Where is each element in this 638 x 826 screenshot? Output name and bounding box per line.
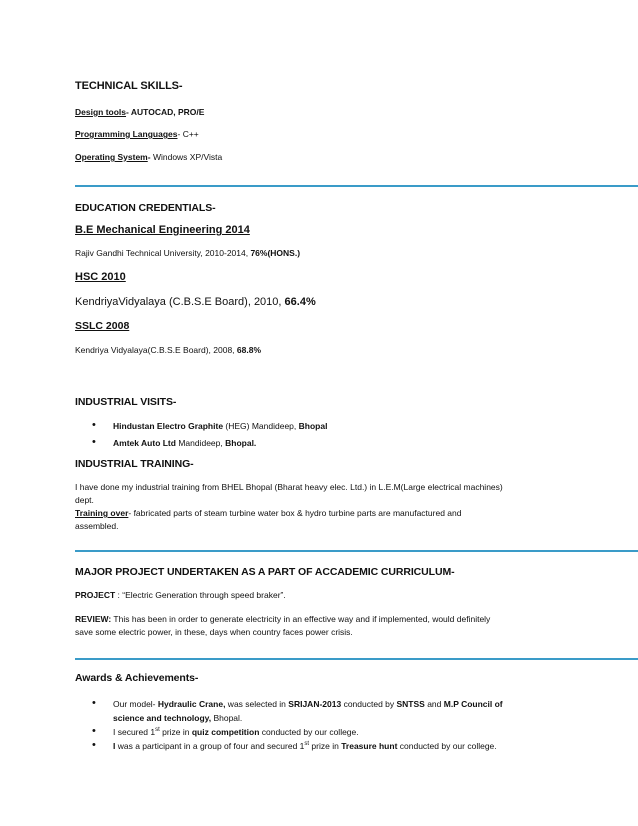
design-tools-value: - AUTOCAD, PRO/E (126, 107, 205, 117)
education-heading: EDUCATION CREDENTIALS- (75, 202, 216, 214)
review-paragraph (75, 613, 565, 639)
be-detail: Rajiv Gandhi Technical University, 2010-2014, (75, 248, 251, 258)
training-heading: INDUSTRIAL TRAINING- (75, 458, 194, 470)
project-label: PROJECT (75, 590, 116, 600)
review-text: This has been in order to generate electricity in an effective way and if implemented, would definitely (111, 614, 491, 624)
hsc-score: 66.4% (284, 296, 316, 308)
project-heading: MAJOR PROJECT UNDERTAKEN AS A PART OF ACCADEMIC CURRICULUM- (75, 566, 455, 578)
sslc-title: SSLC 2008 (75, 320, 130, 332)
visits-heading: INDUSTRIAL VISITS- (75, 396, 177, 408)
list-item: • Hindustan Electro Graphite (HEG) Mandideep, Bhopal (75, 419, 327, 433)
training-over-text: - fabricated parts of steam turbine water box & hydro turbine parts are manufactured and (128, 508, 462, 518)
project-text: : “Electric Generation through speed braker”. (115, 590, 286, 600)
training-paragraph (75, 481, 565, 533)
visits-list (75, 419, 327, 450)
divider (75, 658, 638, 660)
review-text2: save some electric power, in these, days when country faces power crisis. (75, 627, 353, 637)
os-line (75, 152, 222, 162)
list-item-continuation: science and technology, Bhopal. (113, 713, 243, 723)
sslc-detail: Kendriya Vidyalaya(C.B.S.E Board), 2008, (75, 345, 237, 355)
be-score: 76%(HONS.) (250, 248, 301, 258)
review-label: REVIEW: (75, 614, 112, 624)
awards-heading: Awards & Achievements- (75, 672, 199, 684)
hsc-detail-line (75, 296, 316, 308)
training-over-label: Training over (75, 508, 129, 518)
hsc-title: HSC 2010 (75, 271, 126, 283)
os-value: Windows XP/Vista (152, 152, 223, 162)
os-label: Operating System (75, 152, 148, 162)
design-tools-label: Design tools (75, 107, 127, 117)
technical-skills-heading: TECHNICAL SKILLS- (75, 80, 183, 92)
programming-line (75, 129, 199, 139)
design-tools-line (75, 107, 204, 117)
list-item: • Amtek Auto Ltd Mandideep, Bhopal. (75, 436, 327, 450)
programming-label: Programming Languages (75, 129, 178, 139)
project-line (75, 590, 286, 600)
divider (75, 185, 638, 187)
be-detail-line (75, 248, 300, 258)
divider (75, 550, 638, 552)
training-line1: I have done my industrial training from BHEL Bhopal (Bharat heavy elec. Ltd.) in L.E.M(Large electrical machines) (75, 482, 503, 492)
programming-value: - C++ (177, 129, 199, 139)
sslc-score: 68.8% (236, 345, 262, 355)
sslc-detail-line (75, 345, 261, 355)
training-over-text2: assembled. (75, 521, 119, 531)
be-title: B.E Mechanical Engineering 2014 (75, 224, 250, 236)
hsc-detail: KendriyaVidyalaya (C.B.S.E Board), 2010, (75, 296, 285, 308)
list-item: • I was a participant in a group of four and secured 1st prize in Treasure hunt conducted by our college. (75, 739, 503, 753)
os-sep: - (147, 152, 153, 162)
awards-list (75, 697, 503, 753)
training-line2: dept. (75, 495, 94, 505)
list-item: • Our model- Hydraulic Crane, was selected in SRIJAN-2013 conducted by SNTSS and M.P Council of (75, 697, 503, 711)
list-item: • I secured 1st prize in quiz competition conducted by our college. (75, 725, 503, 739)
